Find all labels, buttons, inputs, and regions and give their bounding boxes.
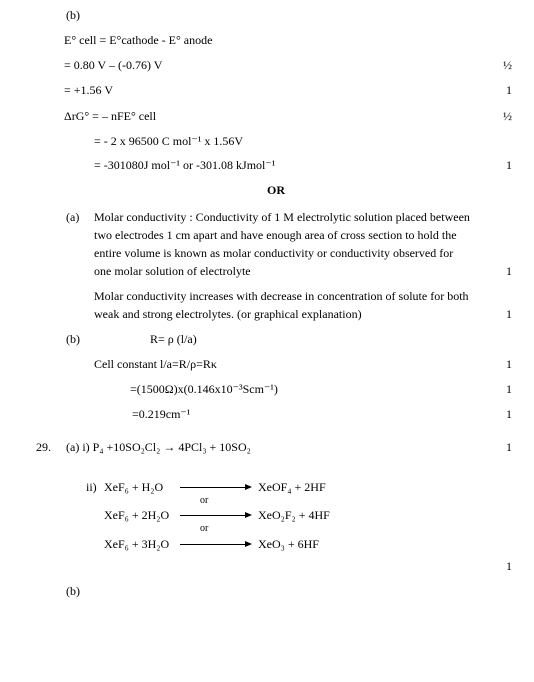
mark: 1 [506, 357, 512, 371]
reaction-2-reactants: XeF₆ + 2H₂O [104, 508, 170, 522]
ecell-result: = +1.56 V [64, 83, 113, 97]
ecell-substitution: = 0.80 V – (-0.76) V [64, 58, 163, 72]
molar-conductivity-def-1: Molar conductivity : Conductivity of 1 M electrolytic solution placed between [94, 210, 470, 224]
mark: ½ [503, 58, 512, 72]
reaction-2-products: XeO₂F₂ + 4HF [258, 508, 330, 522]
alt-b-label: (b) [66, 332, 80, 346]
ecell-equation: E° cell = E°cathode - E° anode [64, 33, 213, 47]
reaction-1-reactants: XeF₆ + H₂O [104, 480, 164, 494]
molar-conductivity-def-3: entire volume is known as molar conductivity or conductivity observed for [94, 246, 454, 260]
mark: 1 [506, 158, 512, 172]
alt-a-label: (a) [66, 210, 80, 224]
cell-constant-result: =0.219cm⁻¹ [132, 407, 191, 421]
cell-constant: Cell constant l/a=R/ρ=Rκ [94, 357, 217, 371]
q29-a-i-reaction: (a) i) P₄ +10SO₂Cl₂ → 4PCl₃ + 10SO₂ [66, 440, 251, 454]
molar-conductivity-trend-2: weak and strong electrolytes. (or graphical explanation) [94, 307, 362, 321]
reaction-arrow [180, 515, 250, 516]
mark: ½ [503, 109, 512, 123]
or-label: or [200, 495, 209, 506]
resistance-equation: R= ρ (l/a) [150, 332, 197, 346]
molar-conductivity-def-4: one molar solution of electrolyte [94, 264, 251, 278]
mark: 1 [506, 440, 512, 454]
gibbs-result: = -301080J mol⁻¹ or -301.08 kJmol⁻¹ [94, 158, 276, 172]
molar-conductivity-def-2: two electrodes 1 cm apart and have enough area of cross section to hold the [94, 228, 457, 242]
q29-b-label: (b) [66, 584, 80, 598]
reaction-arrow [180, 487, 250, 488]
cell-constant-calc: =(1500Ω)x(0.146x10⁻³Scm⁻¹) [130, 382, 278, 396]
molar-conductivity-trend-1: Molar conductivity increases with decrease in concentration of solute for both [94, 289, 469, 303]
or-heading: OR [267, 183, 285, 197]
or-label: or [200, 523, 209, 534]
reaction-3-products: XeO₃ + 6HF [258, 537, 319, 551]
q29-ii-label: ii) [86, 480, 97, 494]
mark: 1 [506, 264, 512, 278]
reaction-3-reactants: XeF₆ + 3H₂O [104, 537, 170, 551]
part-b-label: (b) [66, 8, 80, 22]
question-number: 29. [36, 440, 51, 454]
mark: 1 [506, 559, 512, 573]
mark: 1 [506, 407, 512, 421]
gibbs-substitution: = - 2 x 96500 C mol⁻¹ x 1.56V [94, 134, 244, 148]
reaction-1-products: XeOF₄ + 2HF [258, 480, 326, 494]
mark: 1 [506, 83, 512, 97]
mark: 1 [506, 307, 512, 321]
gibbs-equation: ΔrG° = – nFE° cell [64, 109, 157, 123]
mark: 1 [506, 382, 512, 396]
reaction-arrow [180, 544, 250, 545]
